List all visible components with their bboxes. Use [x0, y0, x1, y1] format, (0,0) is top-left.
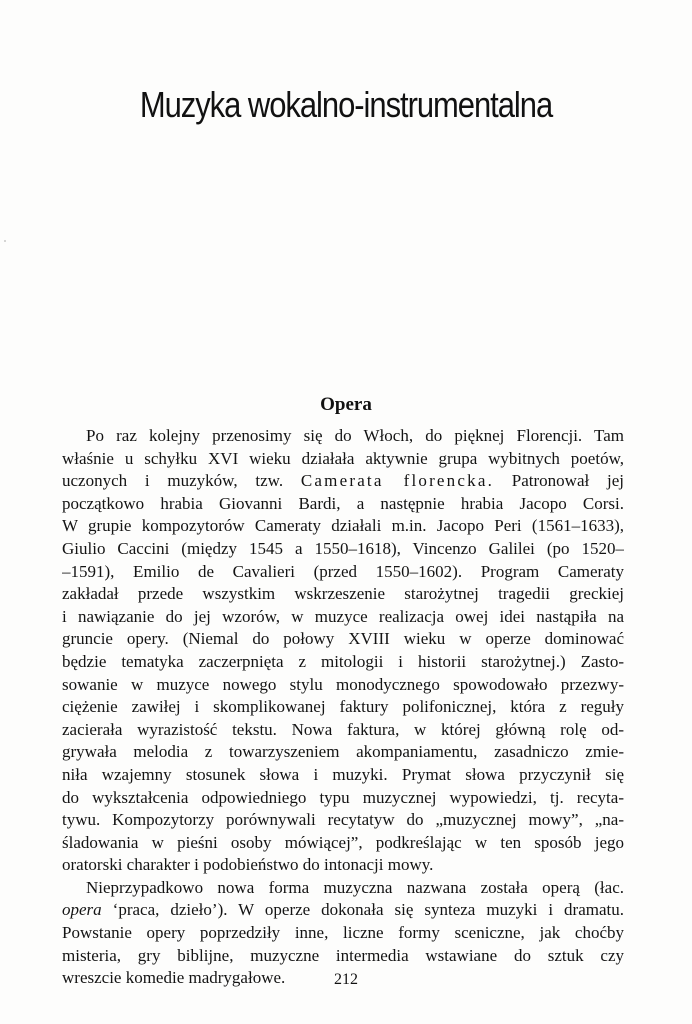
- text-line: sowanie w muzyce nowego stylu monodycznego spowodowało przezwy-: [62, 674, 624, 694]
- text-line: misteria, gry biblijne, muzyczne intermedia wstawiane do sztuk czy: [62, 945, 624, 965]
- text-line: i nawiązanie do jej wzorów, w muzyce realizacja owej idei nastąpiła na: [62, 606, 624, 626]
- text-line: Giulio Caccini (między 1545 a 1550–1618), Vincenzo Galilei (po 1520–: [62, 538, 624, 558]
- text-fragment: uczonych i muzyków, tzw.: [62, 471, 284, 491]
- text-line: tywu. Kompozytorzy porównywali recytatyw do „muzycznej mowy”, „na-: [62, 810, 624, 830]
- section-title: Opera: [320, 394, 372, 415]
- text-line: śladowania w pieśni osoby mówiącej”, podkreślając w ten sposób jego: [62, 832, 624, 852]
- text-line: właśnie u schyłku XVI wieku działała aktywnie grupa wybitnych poetów,: [62, 448, 624, 468]
- latin-term: opera: [62, 900, 102, 920]
- text-line: [62, 899, 624, 922]
- text-line: niła wzajemny stosunek słowa i muzyki. Prymat słowa przyczynił się: [62, 764, 624, 784]
- paragraph-1: [62, 425, 624, 877]
- body-text: [62, 425, 624, 990]
- chapter-title: Muzyka wokalno-instrumentalna: [139, 84, 553, 125]
- text-line: W grupie kompozytorów Cameraty działali m.in. Jacopo Peri (1561–1633),: [62, 516, 624, 536]
- text-line: będzie tematyka zaczerpnięta z mitologii i historii starożytnej.) Zasto-: [62, 651, 624, 671]
- text-line: oratorski charakter i podobieństwo do intonacji mowy.: [62, 855, 434, 875]
- scan-speck: [4, 240, 6, 242]
- text-line: grywała melodia z towarzyszeniem akompaniamentu, zasadniczo zmie-: [62, 742, 624, 762]
- text-line: [62, 470, 624, 493]
- text-line: do wykształcenia odpowiedniego typu muzycznej wypowiedzi, tj. recyta-: [62, 787, 624, 807]
- text-line: zacierała wyrazistość tekstu. Nowa faktura, w której główną rolę od-: [62, 719, 624, 739]
- text-line: zakładał przede wszystkim wskrzeszenie starożytnej tragedii greckiej: [62, 584, 624, 604]
- text-line: Powstanie opery poprzedziły inne, liczne formy sceniczne, jak choćby: [62, 923, 624, 943]
- text-line: Nieprzypadkowo nowa forma muzyczna nazwana została operą (łac.: [86, 877, 624, 897]
- text-line: Po raz kolejny przenosimy się do Włoch, do pięknej Florencji. Tam: [86, 426, 624, 445]
- text-line: gruncie opery. (Niemal do połowy XVIII wieku w operze dominować: [62, 629, 624, 649]
- text-line: –1591), Emilio de Cavalieri (przed 1550–1602). Program Cameraty: [62, 561, 624, 581]
- text-line: wreszcie komedie madrygałowe.: [62, 968, 286, 988]
- text-line: ciężenie zawiłej i skomplikowanej faktury polifonicznej, która z reguły: [62, 697, 624, 717]
- text-fragment: Patronował jej: [511, 471, 624, 491]
- page-number: 212: [334, 971, 358, 988]
- text-line: początkowo hrabia Giovanni Bardi, a następnie hrabia Jacopo Corsi.: [62, 493, 624, 513]
- camerata-term: Camerata florencka.: [300, 471, 495, 491]
- text-fragment: ‘praca, dzieło’). W operze dokonała się synteza muzyki i dramatu.: [101, 900, 624, 920]
